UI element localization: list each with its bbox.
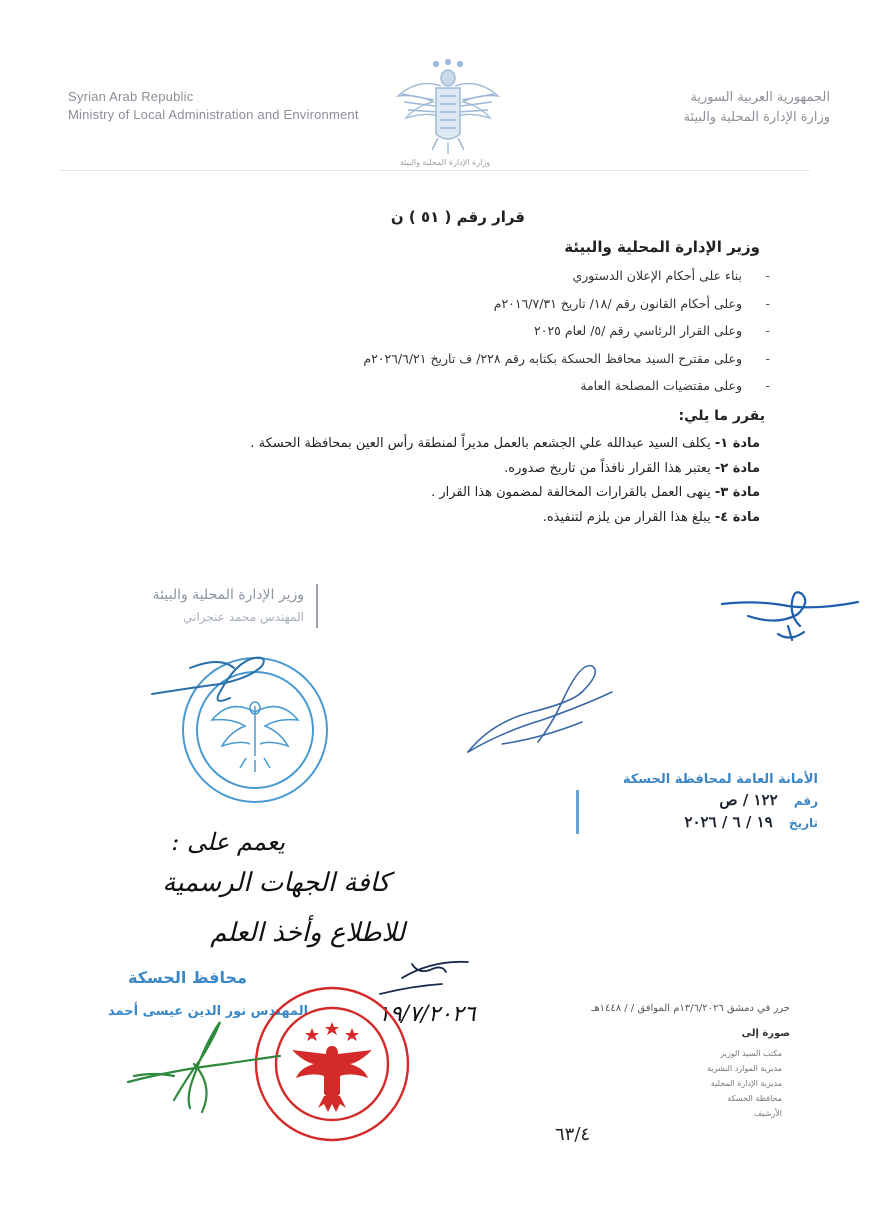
handwritten-line-1: يعمم على : [171, 828, 285, 856]
header-ar-country: الجمهورية العربية السورية [690, 90, 830, 105]
stamp-date-label: تاريخ [788, 816, 818, 830]
minister-signature-icon [462, 662, 622, 762]
issuer-title: وزير الإدارة المحلية والبيئة [564, 238, 760, 256]
handwritten-line-3: للاطلاع وأخذ العلم [210, 918, 405, 948]
article-4: مادة ٤- يبلغ هذا القرار من يلزم لتنفيذه. [542, 509, 760, 525]
header-arabic [684, 88, 830, 128]
governor-name: المهندس نور الدين عيسى أحمد [108, 1004, 309, 1019]
signature-name: المهندس محمد عنجراني [183, 610, 304, 624]
copy-to-item: مديرية الإدارة المحلية [710, 1079, 782, 1088]
header-ar-ministry: وزارة الإدارة المحلية والبيئة [683, 110, 830, 125]
decision-title: قرار رقم ( ٥١ ) ن [390, 208, 525, 226]
article-3: مادة ٣- ينهى العمل بالقرارات المخالفة لمضمون هذا القرار . [431, 485, 760, 500]
preamble-item: - وعلى مقتضيات المصلحة العامة [580, 378, 770, 393]
archive-number: ٦٣/٤ [555, 1124, 591, 1145]
article-1: مادة ١- يكلف السيد عبدالله علي الجشعم بالعمل مديراً لمنطقة رأس العين بمحافظة الحسكة . [250, 436, 760, 451]
stamp-number-row [578, 791, 818, 809]
preamble-item: - بناء على أحكام الإعلان الدستوري [572, 268, 770, 283]
stamp-border [576, 790, 579, 834]
stamp-title: الأمانة العامة لمحافظة الحسكة [622, 772, 818, 787]
eagle-emblem-icon [388, 56, 508, 156]
copy-to-item: محافظة الحسكة [727, 1094, 782, 1103]
issue-date-line: حرر في دمشق ١٣/٦/٢٠٢٦م الموافق / / ١٤٤٨هـ [591, 1003, 790, 1014]
registration-stamp [578, 772, 818, 831]
emblem-caption: وزارة الإدارة المحلية والبيئة [399, 158, 491, 167]
header-en-ministry: Ministry of Local Administration and Environment [68, 107, 359, 122]
preamble-list [210, 262, 770, 400]
stamp-date-value: ١٩ / ٦ / ٢٠٢٦ [684, 813, 773, 831]
copy-to-heading: صورة إلى [741, 1028, 790, 1039]
stamp-date-row [578, 813, 818, 831]
header-divider [60, 170, 810, 171]
copy-to-item: مديرية الموارد البشرية [707, 1064, 782, 1073]
decides-heading: يقرر ما يلي: [678, 408, 765, 424]
copy-to-item: الأرشيف [753, 1109, 782, 1118]
stamp-number-value: ١٢٢ / ص [719, 791, 778, 809]
article-2: مادة ٢- يعتبر هذا القرار نافذاً من تاريخ صدوره. [504, 460, 760, 476]
header-en-country: Syrian Arab Republic [68, 89, 194, 104]
articles [80, 432, 760, 530]
ministry-seal-icon [150, 648, 340, 808]
copy-to-item: مكتب السيد الوزير [720, 1049, 782, 1058]
copy-to-list [562, 1046, 782, 1121]
handwritten-date: ١٩/٧/٢٠٢٦ [378, 1002, 476, 1027]
signature-title: وزير الإدارة المحلية والبيئة [152, 587, 304, 603]
handwritten-line-2: كافة الجهات الرسمية [162, 868, 390, 898]
stamp-number-label: رقم [793, 794, 818, 808]
preamble-item: - وعلى مقترح السيد محافظ الحسكة بكتابه رقم ٢٢٨/ ف تاريخ ٢٠٢٦/٦/٢١م [363, 350, 770, 366]
preamble-item: - وعلى القرار الرئاسي رقم /٥/ لعام ٢٠٢٥ [534, 323, 770, 338]
preamble-item: - وعلى أحكام القانون رقم /١٨/ تاريخ ٢٠١٦/٧/٣١م [493, 295, 770, 311]
initials-signature-icon [718, 586, 868, 656]
governor-signature-icon [124, 1016, 284, 1116]
header-english [68, 88, 359, 124]
governor-title: محافظ الحسكة [128, 968, 247, 987]
minister-signature-block [124, 584, 318, 628]
